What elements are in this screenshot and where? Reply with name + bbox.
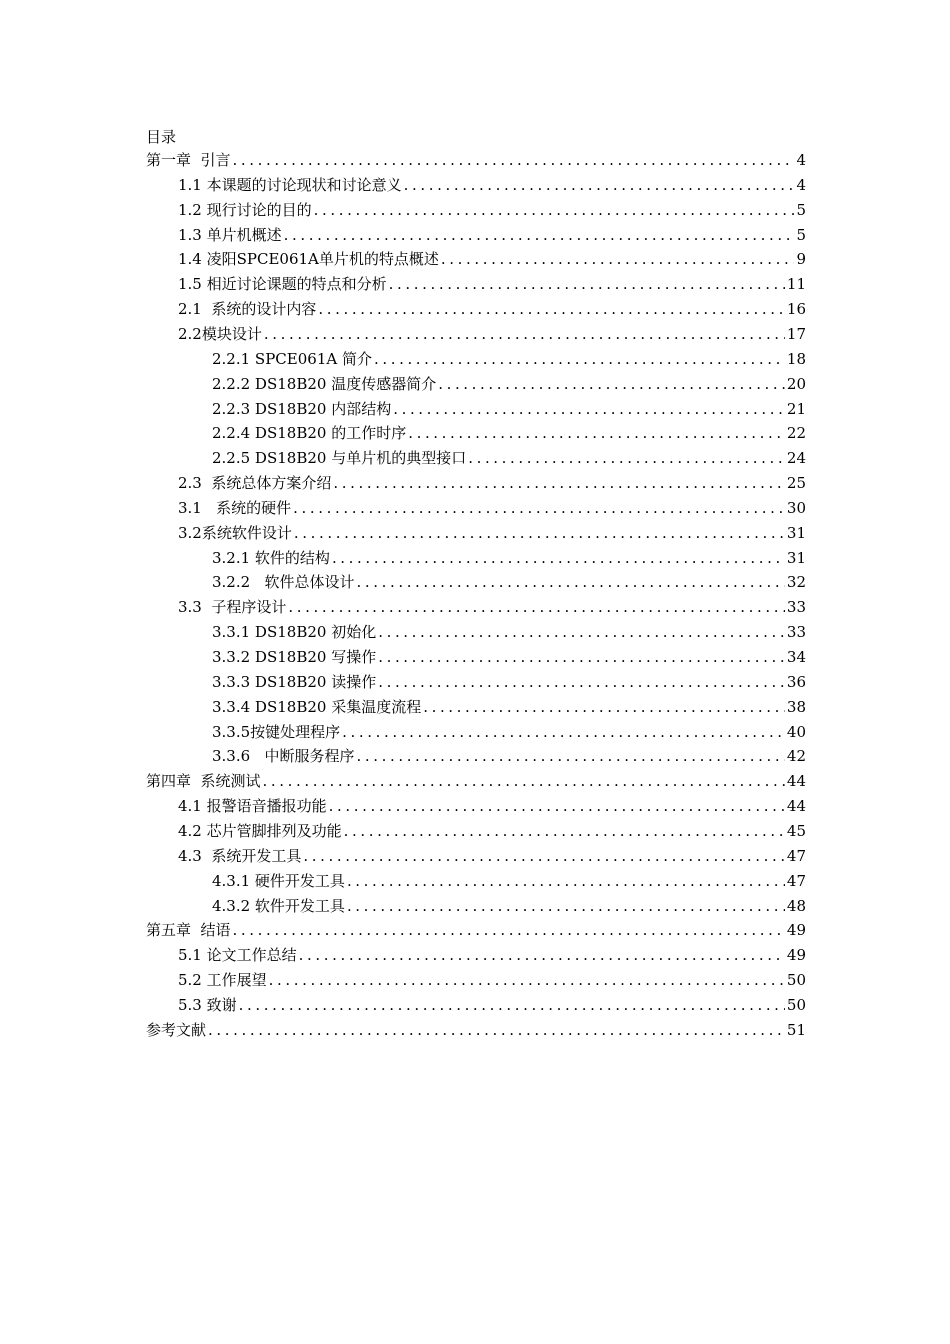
toc-page-number: 36 [786, 672, 806, 691]
toc-entry[interactable] [178, 844, 806, 869]
toc-entry[interactable] [212, 695, 806, 720]
toc-leader-dots [378, 645, 785, 670]
toc-leader-dots [356, 744, 784, 769]
toc-entry-text: 第五章 结语 [146, 921, 231, 940]
toc-entry-text: 3.3.6 中断服务程序 [212, 747, 355, 766]
toc-page-number: 47 [786, 846, 806, 865]
toc-leader-dots [408, 421, 785, 446]
toc-entry[interactable] [212, 347, 806, 372]
toc-page-number: 16 [786, 300, 806, 319]
toc-entry-text: 2.2模块设计 [178, 324, 262, 343]
toc-leader-dots [347, 869, 785, 894]
toc-entry-text: 3.2.1 软件的结构 [212, 548, 330, 567]
toc-entry-text: 参考文献 [146, 1020, 207, 1039]
toc-entry-text: 4.1 报警语音播报功能 [178, 797, 327, 816]
toc-entry[interactable] [212, 894, 806, 919]
toc-entry-text: 2.2.2 DS18B20 温度传感器简介 [212, 374, 437, 393]
toc-page-number: 30 [786, 498, 806, 517]
toc-entry[interactable] [212, 869, 806, 894]
toc-entry[interactable] [212, 446, 806, 471]
toc-page-number: 34 [786, 648, 806, 666]
toc-entry-text: 4.3.2 软件开发工具 [212, 896, 345, 915]
toc-entry-text: 5.1 论文工作总结 [178, 946, 297, 965]
toc-leader-dots [293, 496, 785, 521]
toc-entry-text: 3.3.5按键处理程序 [212, 722, 341, 741]
toc-entry[interactable] [178, 223, 806, 248]
toc-page-number: 48 [786, 896, 806, 915]
toc-entry[interactable] [212, 372, 806, 397]
toc-entry-text: 4.2 芯片管脚排列及功能 [178, 821, 342, 840]
toc-leader-dots [378, 670, 785, 695]
toc-leader-dots [342, 720, 785, 745]
toc-leader-dots [332, 546, 785, 571]
toc-page-number: 49 [786, 921, 806, 940]
toc-leader-dots [269, 968, 785, 993]
toc-entry-text: 3.2.2 软件总体设计 [212, 573, 355, 592]
toc-entry-text: 4.3.1 硬件开发工具 [212, 871, 345, 890]
toc-leader-dots [347, 894, 785, 919]
toc-entry-text: 4.3 系统开发工具 [178, 846, 302, 865]
toc-entry-text: 第四章 系统测试 [146, 772, 261, 791]
toc-page-number: 5 [796, 200, 806, 219]
toc-entry-text: 3.2系统软件设计 [178, 523, 292, 542]
toc-entry-text: 2.2.4 DS18B20 的工作时序 [212, 424, 407, 443]
toc-page-number: 24 [786, 449, 806, 468]
toc-entry[interactable] [178, 943, 806, 968]
toc-entry[interactable] [178, 993, 806, 1018]
toc-leader-dots [333, 471, 785, 496]
toc-entry[interactable] [212, 397, 806, 422]
toc-entry[interactable] [178, 247, 806, 272]
toc-entry[interactable] [178, 496, 806, 521]
toc-entry-text: 5.3 致谢 [178, 995, 237, 1014]
toc-leader-dots [284, 223, 795, 248]
toc-title: 目录 [146, 128, 177, 146]
toc-entry[interactable] [178, 471, 806, 496]
toc-entry[interactable] [212, 620, 806, 645]
toc-page-number: 5 [796, 225, 806, 244]
toc-entry-text: 2.2.3 DS18B20 内部结构 [212, 399, 392, 418]
toc-entry[interactable] [178, 521, 806, 546]
toc-page-number: 38 [786, 697, 806, 716]
toc-page-number: 40 [786, 722, 806, 741]
toc-leader-dots [423, 695, 785, 720]
toc-entry-text: 3.3.3 DS18B20 读操作 [212, 672, 377, 691]
toc-page-number: 44 [786, 797, 806, 816]
toc-entry[interactable] [212, 570, 806, 595]
toc-entry[interactable] [212, 744, 806, 769]
toc-entry[interactable] [212, 421, 806, 446]
toc-page-number: 49 [786, 946, 806, 965]
toc-entry[interactable] [146, 918, 806, 943]
toc-page-number: 22 [786, 424, 806, 443]
toc-page-number: 9 [796, 250, 806, 269]
toc-entry[interactable] [212, 546, 806, 571]
toc-entry[interactable] [178, 297, 806, 322]
toc-leader-dots [404, 173, 795, 198]
toc-entry-text: 1.2 现行讨论的目的 [178, 200, 312, 219]
toc-leader-dots [438, 372, 785, 397]
toc-entry[interactable] [212, 720, 806, 745]
toc-entry-text: 1.5 相近讨论课题的特点和分析 [178, 275, 387, 294]
toc-entry-text: 1.3 单片机概述 [178, 225, 282, 244]
toc-entry[interactable] [178, 173, 806, 198]
toc-page-number: 33 [786, 623, 806, 642]
toc-entry-text: 1.1 本课题的讨论现状和讨论意义 [178, 175, 402, 194]
toc-leader-dots [208, 1018, 785, 1043]
toc-entry-text: 1.4 凌阳SPCE061A单片机的特点概述 [178, 250, 439, 269]
toc-entry[interactable] [146, 148, 806, 173]
toc-leader-dots [441, 247, 795, 272]
toc-leader-dots [239, 993, 785, 1018]
toc-leader-dots [356, 570, 784, 595]
toc-leader-dots [233, 918, 785, 943]
toc-entry-text: 3.3 子程序设计 [178, 598, 287, 617]
toc-leader-dots [233, 148, 795, 173]
toc-page-number: 51 [786, 1020, 806, 1039]
toc-entry-text: 3.3.2 DS18B20 写操作 [212, 648, 377, 666]
toc-entry[interactable] [146, 1018, 806, 1043]
toc-entry-text: 2.3 系统总体方案介绍 [178, 474, 332, 493]
toc-entry-text: 第一章 引言 [146, 151, 231, 169]
toc-entry[interactable] [212, 645, 806, 670]
toc-leader-dots [264, 322, 785, 347]
toc-entry-text: 3.1 系统的硬件 [178, 498, 292, 517]
toc-leader-dots [294, 521, 785, 546]
toc-leader-dots [329, 794, 785, 819]
toc-entry-text: 3.3.1 DS18B20 初始化 [212, 623, 377, 642]
toc-page-number: 4 [796, 175, 806, 194]
toc-entry[interactable] [178, 794, 806, 819]
toc-page-number: 50 [786, 995, 806, 1014]
toc-entry[interactable] [212, 670, 806, 695]
toc-page-number: 44 [786, 772, 806, 791]
toc-entry[interactable] [178, 198, 806, 223]
toc-entry-text: 2.2.1 SPCE061A 简介 [212, 349, 372, 368]
toc-entry-text: 2.1 系统的设计内容 [178, 300, 317, 319]
toc-page-number: 21 [786, 399, 806, 418]
toc-page-number: 42 [786, 747, 806, 766]
toc-page-number: 47 [786, 871, 806, 890]
toc-page-number: 11 [786, 275, 806, 294]
toc-entry[interactable] [178, 819, 806, 844]
toc-page-number: 17 [786, 324, 806, 343]
toc-leader-dots [374, 347, 785, 372]
toc-leader-dots [303, 844, 785, 869]
toc-leader-dots [263, 769, 785, 794]
toc-page-number: 33 [786, 598, 806, 617]
toc-leader-dots [299, 943, 785, 968]
toc-page-number: 31 [786, 523, 806, 542]
toc-leader-dots [344, 819, 785, 844]
toc-page-number: 20 [786, 374, 806, 393]
toc-leader-dots [288, 595, 785, 620]
toc-entry[interactable] [178, 968, 806, 993]
toc-leader-dots [468, 446, 785, 471]
toc-leader-dots [314, 198, 795, 223]
toc-entry-text: 2.2.5 DS18B20 与单片机的典型接口 [212, 449, 467, 468]
toc-page-number: 18 [786, 349, 806, 368]
toc-entry[interactable] [178, 322, 806, 347]
toc-page-number: 25 [786, 474, 806, 493]
toc-leader-dots [393, 397, 785, 422]
toc-leader-dots [389, 272, 785, 297]
toc-page-number: 45 [786, 821, 806, 840]
toc-entry[interactable] [178, 595, 806, 620]
toc-entry[interactable] [146, 769, 806, 794]
toc-page-number: 32 [786, 573, 806, 592]
toc-page-number: 31 [786, 548, 806, 567]
toc-page-number: 4 [796, 151, 806, 169]
toc-entry[interactable] [178, 272, 806, 297]
toc-entry-text: 5.2 工作展望 [178, 971, 267, 990]
toc-entry-text: 3.3.4 DS18B20 采集温度流程 [212, 697, 422, 716]
toc-leader-dots [378, 620, 785, 645]
toc-page-number: 50 [786, 971, 806, 990]
toc-leader-dots [318, 297, 785, 322]
